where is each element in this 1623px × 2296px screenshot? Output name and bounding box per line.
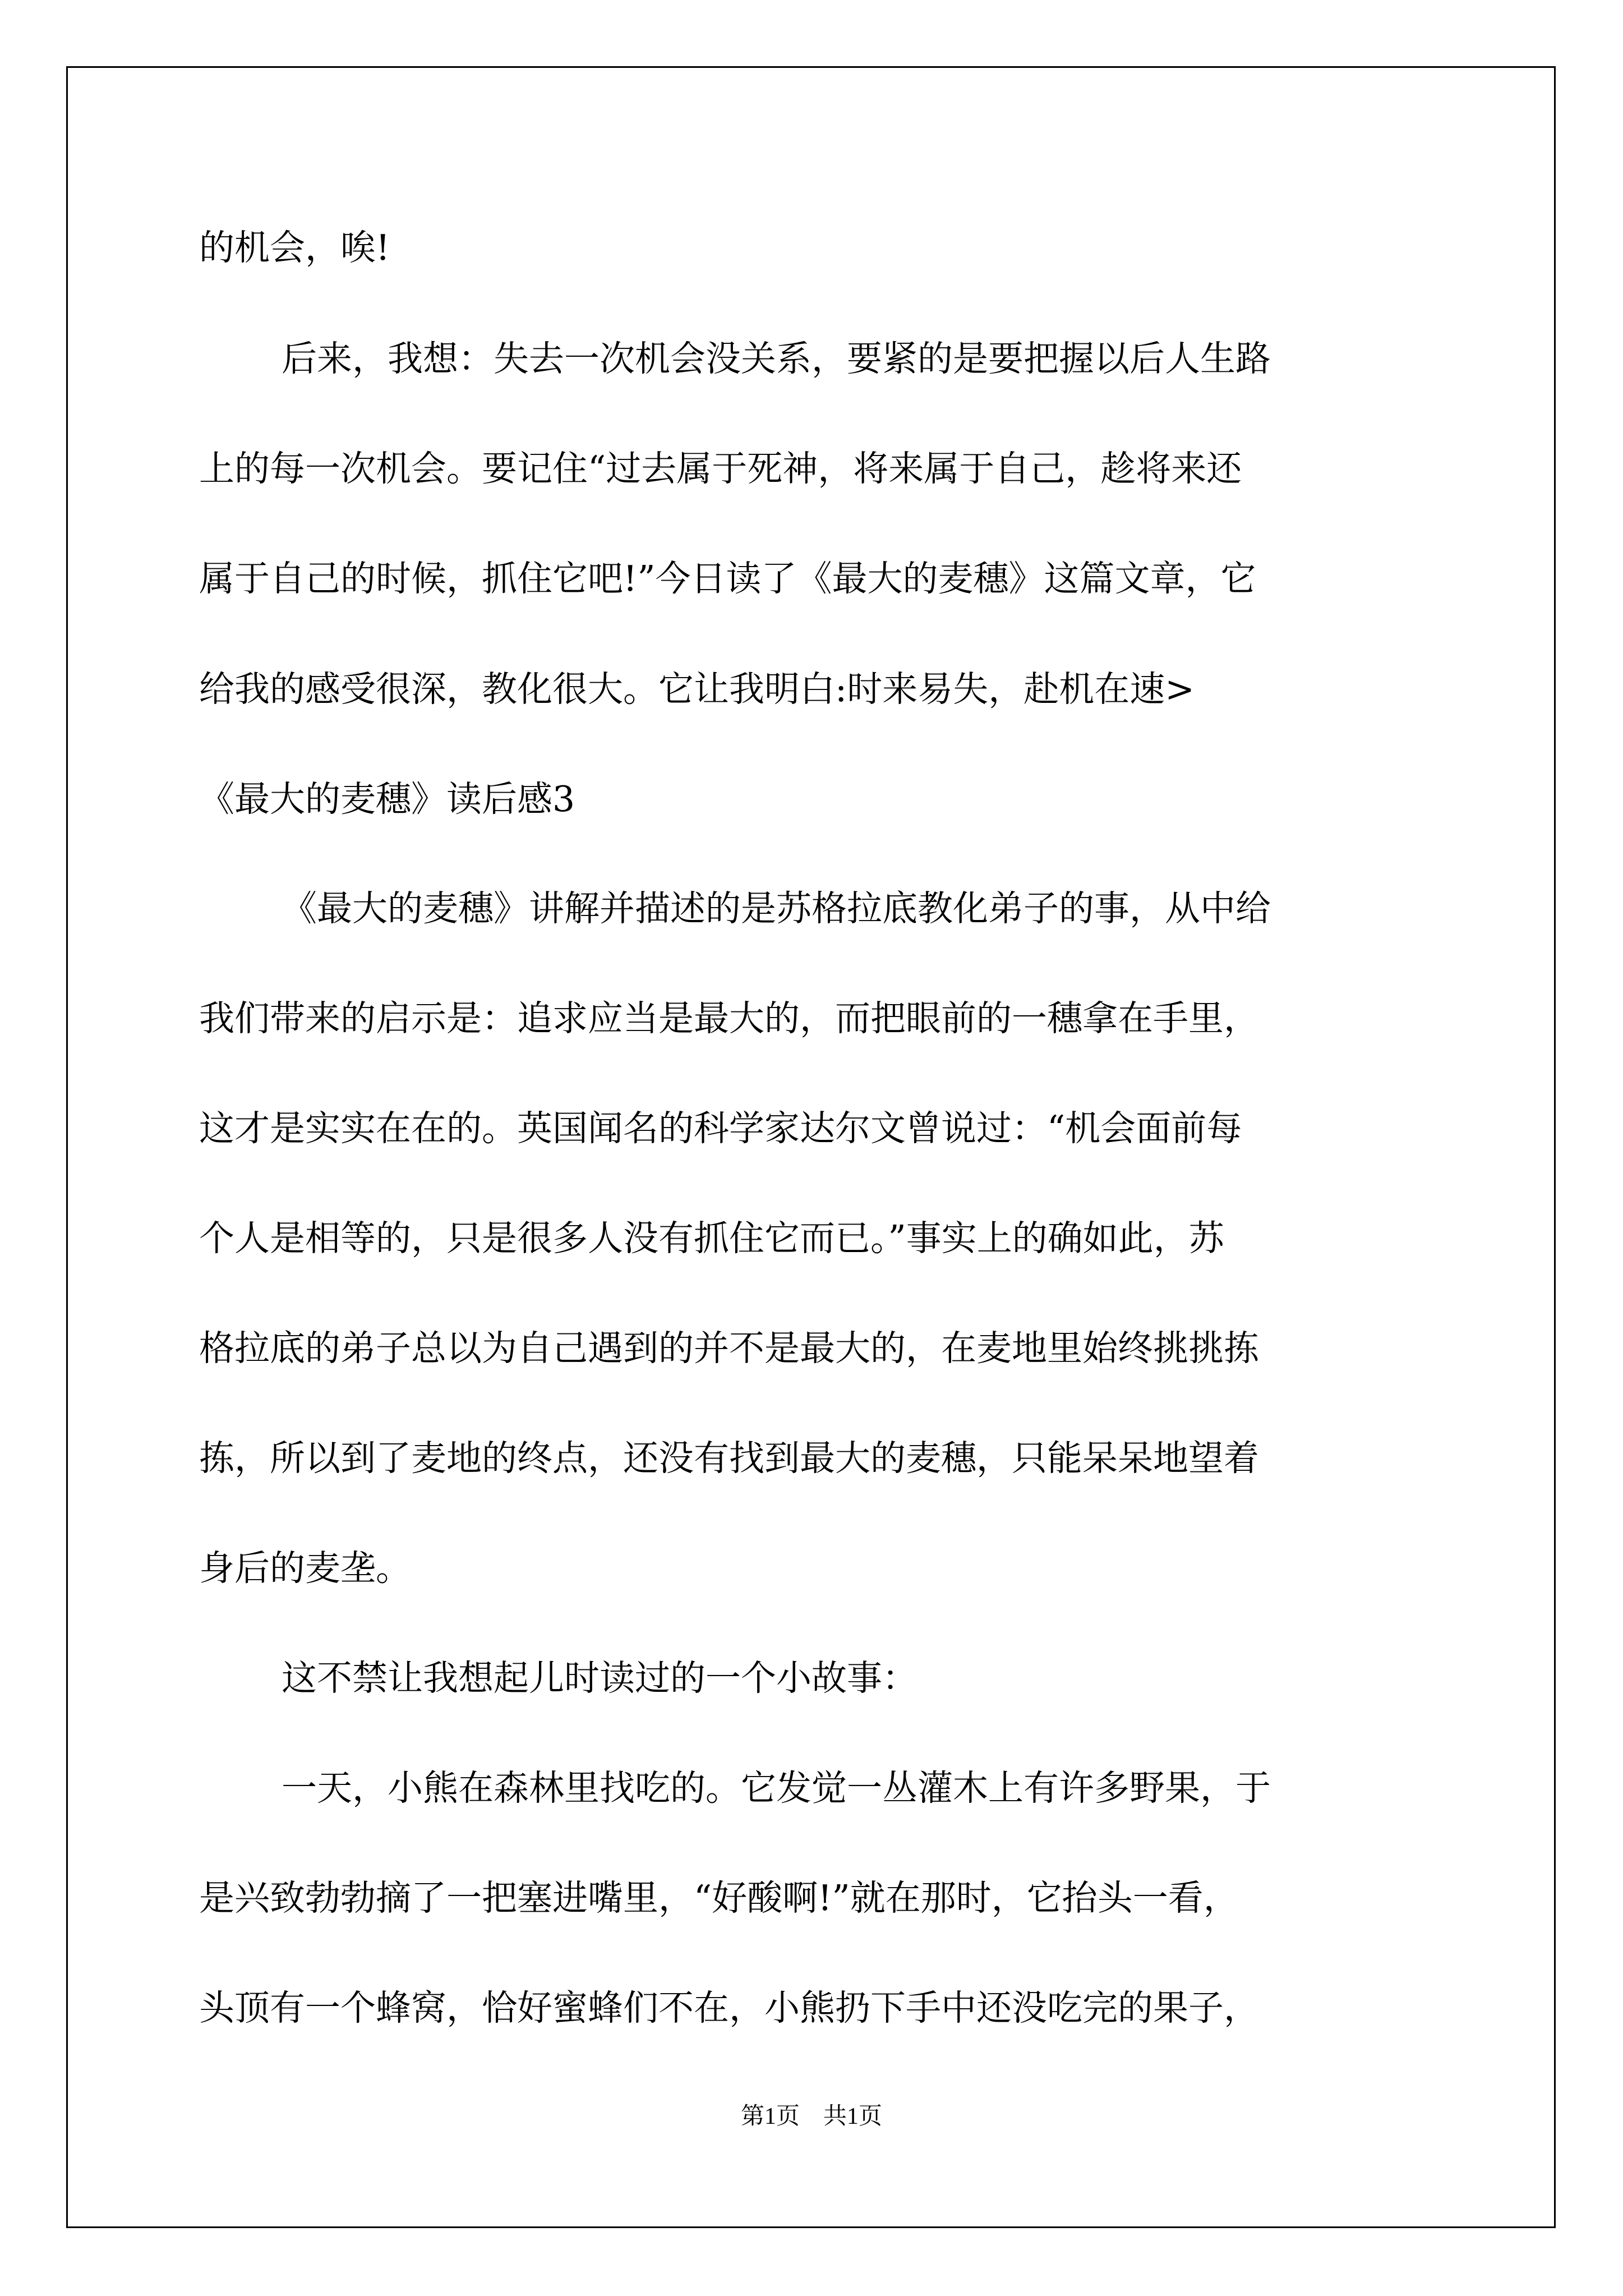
page-footer: 第1页 共1页 [740,2104,882,2129]
text-line: 这才是实实在在的。英国闻名的科学家达尔文曾说过：“机会面前每 [199,1108,1242,1149]
text-line: 格拉底的弟子总以为自己遇到的并不是最大的，在麦地里始终挑挑拣 [199,1328,1259,1369]
text-line: 属于自己的时候，抓住它吧!”今日读了《最大的麦穗》这篇文章，它 [199,558,1256,599]
text-line: 拣，所以到了麦地的终点，还没有找到最大的麦穗，只能呆呆地望着 [199,1438,1259,1479]
text-line: 我们带来的启示是：追求应当是最大的，而把眼前的一穗拿在手里， [199,998,1259,1039]
paragraph-line: 一天，小熊在森林里找吃的。它发觉一丛灌木上有许多野果，于 [282,1768,1271,1809]
text-line: 的机会，唉! [199,227,390,268]
text-line: 身后的麦垄。 [199,1548,411,1589]
section-heading: 《最大的麦穗》读后感3 [199,779,575,820]
text-line: 头顶有一个蜂窝，恰好蜜蜂们不在，小熊扔下手中还没吃完的果子， [199,1987,1259,2028]
text-line: 个人是相等的，只是很多人没有抓住它而已。”事实上的确如此，苏 [199,1218,1224,1259]
paragraph-line: 《最大的麦穗》讲解并描述的是苏格拉底教化弟子的事，从中给 [282,888,1271,929]
text-line: 上的每一次机会。要记住“过去属于死神，将来属于自己，趁将来还 [199,448,1242,489]
paragraph-line: 这不禁让我想起儿时读过的一个小故事： [282,1658,917,1699]
text-line: 给我的感受很深，教化很大。它让我明白:时来易失，赴机在速> [199,669,1195,710]
paragraph-line: 后来，我想：失去一次机会没关系，要紧的是要把握以后人生路 [282,338,1271,379]
text-line: 是兴致勃勃摘了一把塞进嘴里，“好酸啊!”就在那时，它抬头一看， [199,1878,1239,1918]
